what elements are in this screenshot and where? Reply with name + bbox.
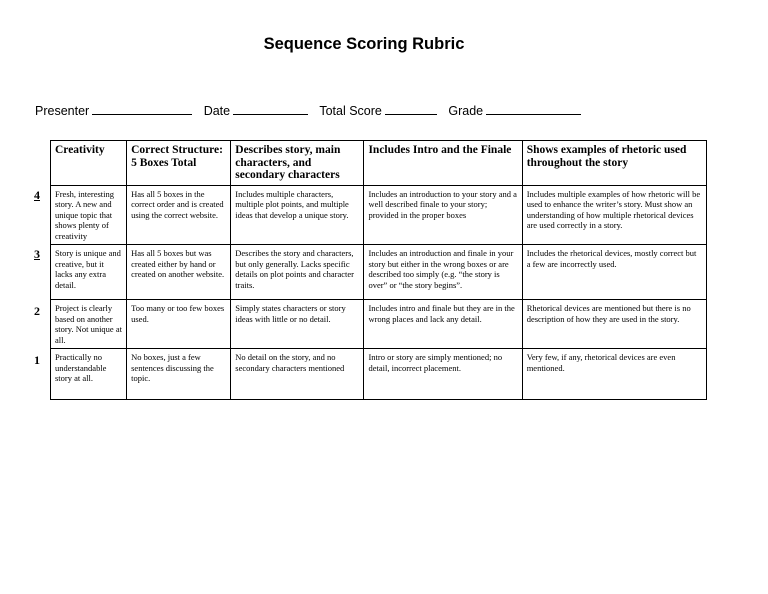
total-score-blank bbox=[385, 102, 437, 115]
table-cell: Has all 5 boxes but was created either by hand or created on another website. bbox=[127, 245, 231, 300]
table-cell: Project is clearly based on another story. Not unique at all. bbox=[51, 300, 127, 349]
grade-label: Grade bbox=[448, 104, 484, 118]
date-label: Date bbox=[203, 104, 231, 118]
table-cell: Story is unique and creative, but it lacks any extra detail. bbox=[51, 245, 127, 300]
table-row bbox=[51, 245, 707, 300]
table-cell: Too many or too few boxes used. bbox=[127, 300, 231, 349]
row-score-1: 1 bbox=[34, 353, 40, 367]
column-header-creativity: Creativity bbox=[51, 141, 127, 186]
presenter-label: Presenter bbox=[35, 104, 90, 118]
table-row bbox=[51, 185, 707, 245]
table-cell: Includes multiple examples of how rhetoric will be used to enhance the writer’s story. Must show an understanding of how multiple rhetorical devices are used correctly in a story. bbox=[522, 185, 706, 245]
column-header-intro-finale: Includes Intro and the Finale bbox=[364, 141, 522, 186]
table-cell: Simply states characters or story ideas with little or no detail. bbox=[231, 300, 364, 349]
column-header-describes-story: Describes story, main characters, and secondary characters bbox=[231, 141, 364, 186]
column-header-rhetoric: Shows examples of rhetoric used throughout the story bbox=[522, 141, 706, 186]
table-cell: Rhetorical devices are mentioned but there is no description of how they are used in the story. bbox=[522, 300, 706, 349]
row-score-3: 3 bbox=[34, 247, 40, 261]
table-row bbox=[51, 349, 707, 400]
presenter-blank bbox=[92, 102, 192, 115]
table-cell: Practically no understandable story at all. bbox=[51, 349, 127, 400]
table-cell: Includes multiple characters, multiple plot points, and multiple ideas that develop a unique story. bbox=[231, 185, 364, 245]
table-row bbox=[51, 300, 707, 349]
page-title: Sequence Scoring Rubric bbox=[263, 35, 465, 53]
table-cell: Has all 5 boxes in the correct order and is created using the correct website. bbox=[127, 185, 231, 245]
table-cell: Describes the story and characters, but only generally. Lacks specific details on plot points and character traits. bbox=[231, 245, 364, 300]
column-header-structure: Correct Structure: 5 Boxes Total bbox=[127, 141, 231, 186]
header-fields bbox=[35, 102, 589, 118]
table-cell: Fresh, interesting story. A new and unique topic that shows plenty of creativity bbox=[51, 185, 127, 245]
table-cell: Includes an introduction to your story and a well described finale to your story; provided in the proper boxes bbox=[364, 185, 522, 245]
table-cell: No detail on the story, and no secondary characters mentioned bbox=[231, 349, 364, 400]
table-cell: Includes an introduction and finale in your story but either in the wrong boxes or are described too simply (e.g. “the story is over” or “the story begins”. bbox=[364, 245, 522, 300]
table-cell: Includes intro and finale but they are in the wrong places and lack any detail. bbox=[364, 300, 522, 349]
rubric-table bbox=[50, 140, 707, 400]
row-score-4: 4 bbox=[34, 188, 40, 202]
table-header-row bbox=[51, 141, 707, 186]
row-score-2: 2 bbox=[34, 304, 40, 318]
grade-blank bbox=[486, 102, 581, 115]
date-blank bbox=[233, 102, 308, 115]
table-cell: Intro or story are simply mentioned; no detail, incorrect placement. bbox=[364, 349, 522, 400]
total-score-label: Total Score bbox=[319, 104, 382, 118]
table-cell: No boxes, just a few sentences discussing the topic. bbox=[127, 349, 231, 400]
table-cell: Includes the rhetorical devices, mostly correct but a few are incorrectly used. bbox=[522, 245, 706, 300]
table-cell: Very few, if any, rhetorical devices are even mentioned. bbox=[522, 349, 706, 400]
